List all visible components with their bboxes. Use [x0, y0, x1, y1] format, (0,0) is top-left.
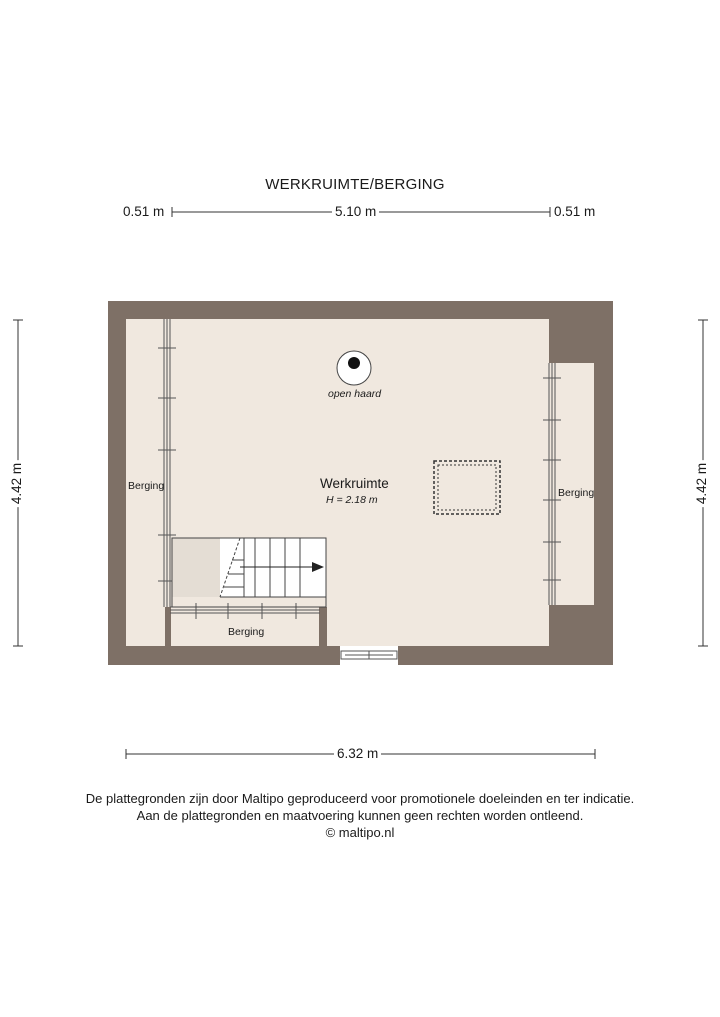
- dim-bottom: 6.32 m: [334, 746, 381, 761]
- dim-right: 4.42 m: [694, 460, 709, 507]
- stair-wall: [319, 607, 327, 646]
- dim-left: 4.42 m: [9, 460, 24, 507]
- dim-top-right: 0.51 m: [551, 204, 598, 219]
- room-name-berging-left: Berging: [128, 480, 165, 492]
- room-name-berging-bottom: Berging: [228, 626, 265, 638]
- disclaimer-line-3: © maltipo.nl: [325, 825, 395, 840]
- fireplace-icon: [337, 351, 371, 385]
- dim-top-middle: 5.10 m: [332, 204, 379, 219]
- room-height: H = 2.18 m: [326, 494, 378, 506]
- fireplace-label: open haard: [328, 388, 382, 400]
- dim-top-left: 0.51 m: [120, 204, 167, 219]
- disclaimer-line-1: De plattegronden zijn door Maltipo geproduceerd voor promotionele doeleinden en ter indicatie.: [85, 791, 635, 806]
- room-name-werkruimte: Werkruimte: [320, 476, 389, 491]
- room-name-berging-right: Berging: [558, 487, 595, 499]
- page-title: WERKRUIMTE/BERGING: [265, 176, 445, 193]
- staircase: [172, 538, 326, 607]
- right-storage-floor: [549, 363, 594, 605]
- disclaimer-line-2: Aan de plattegronden en maatvoering kunnen geen rechten worden ontleend.: [136, 808, 584, 823]
